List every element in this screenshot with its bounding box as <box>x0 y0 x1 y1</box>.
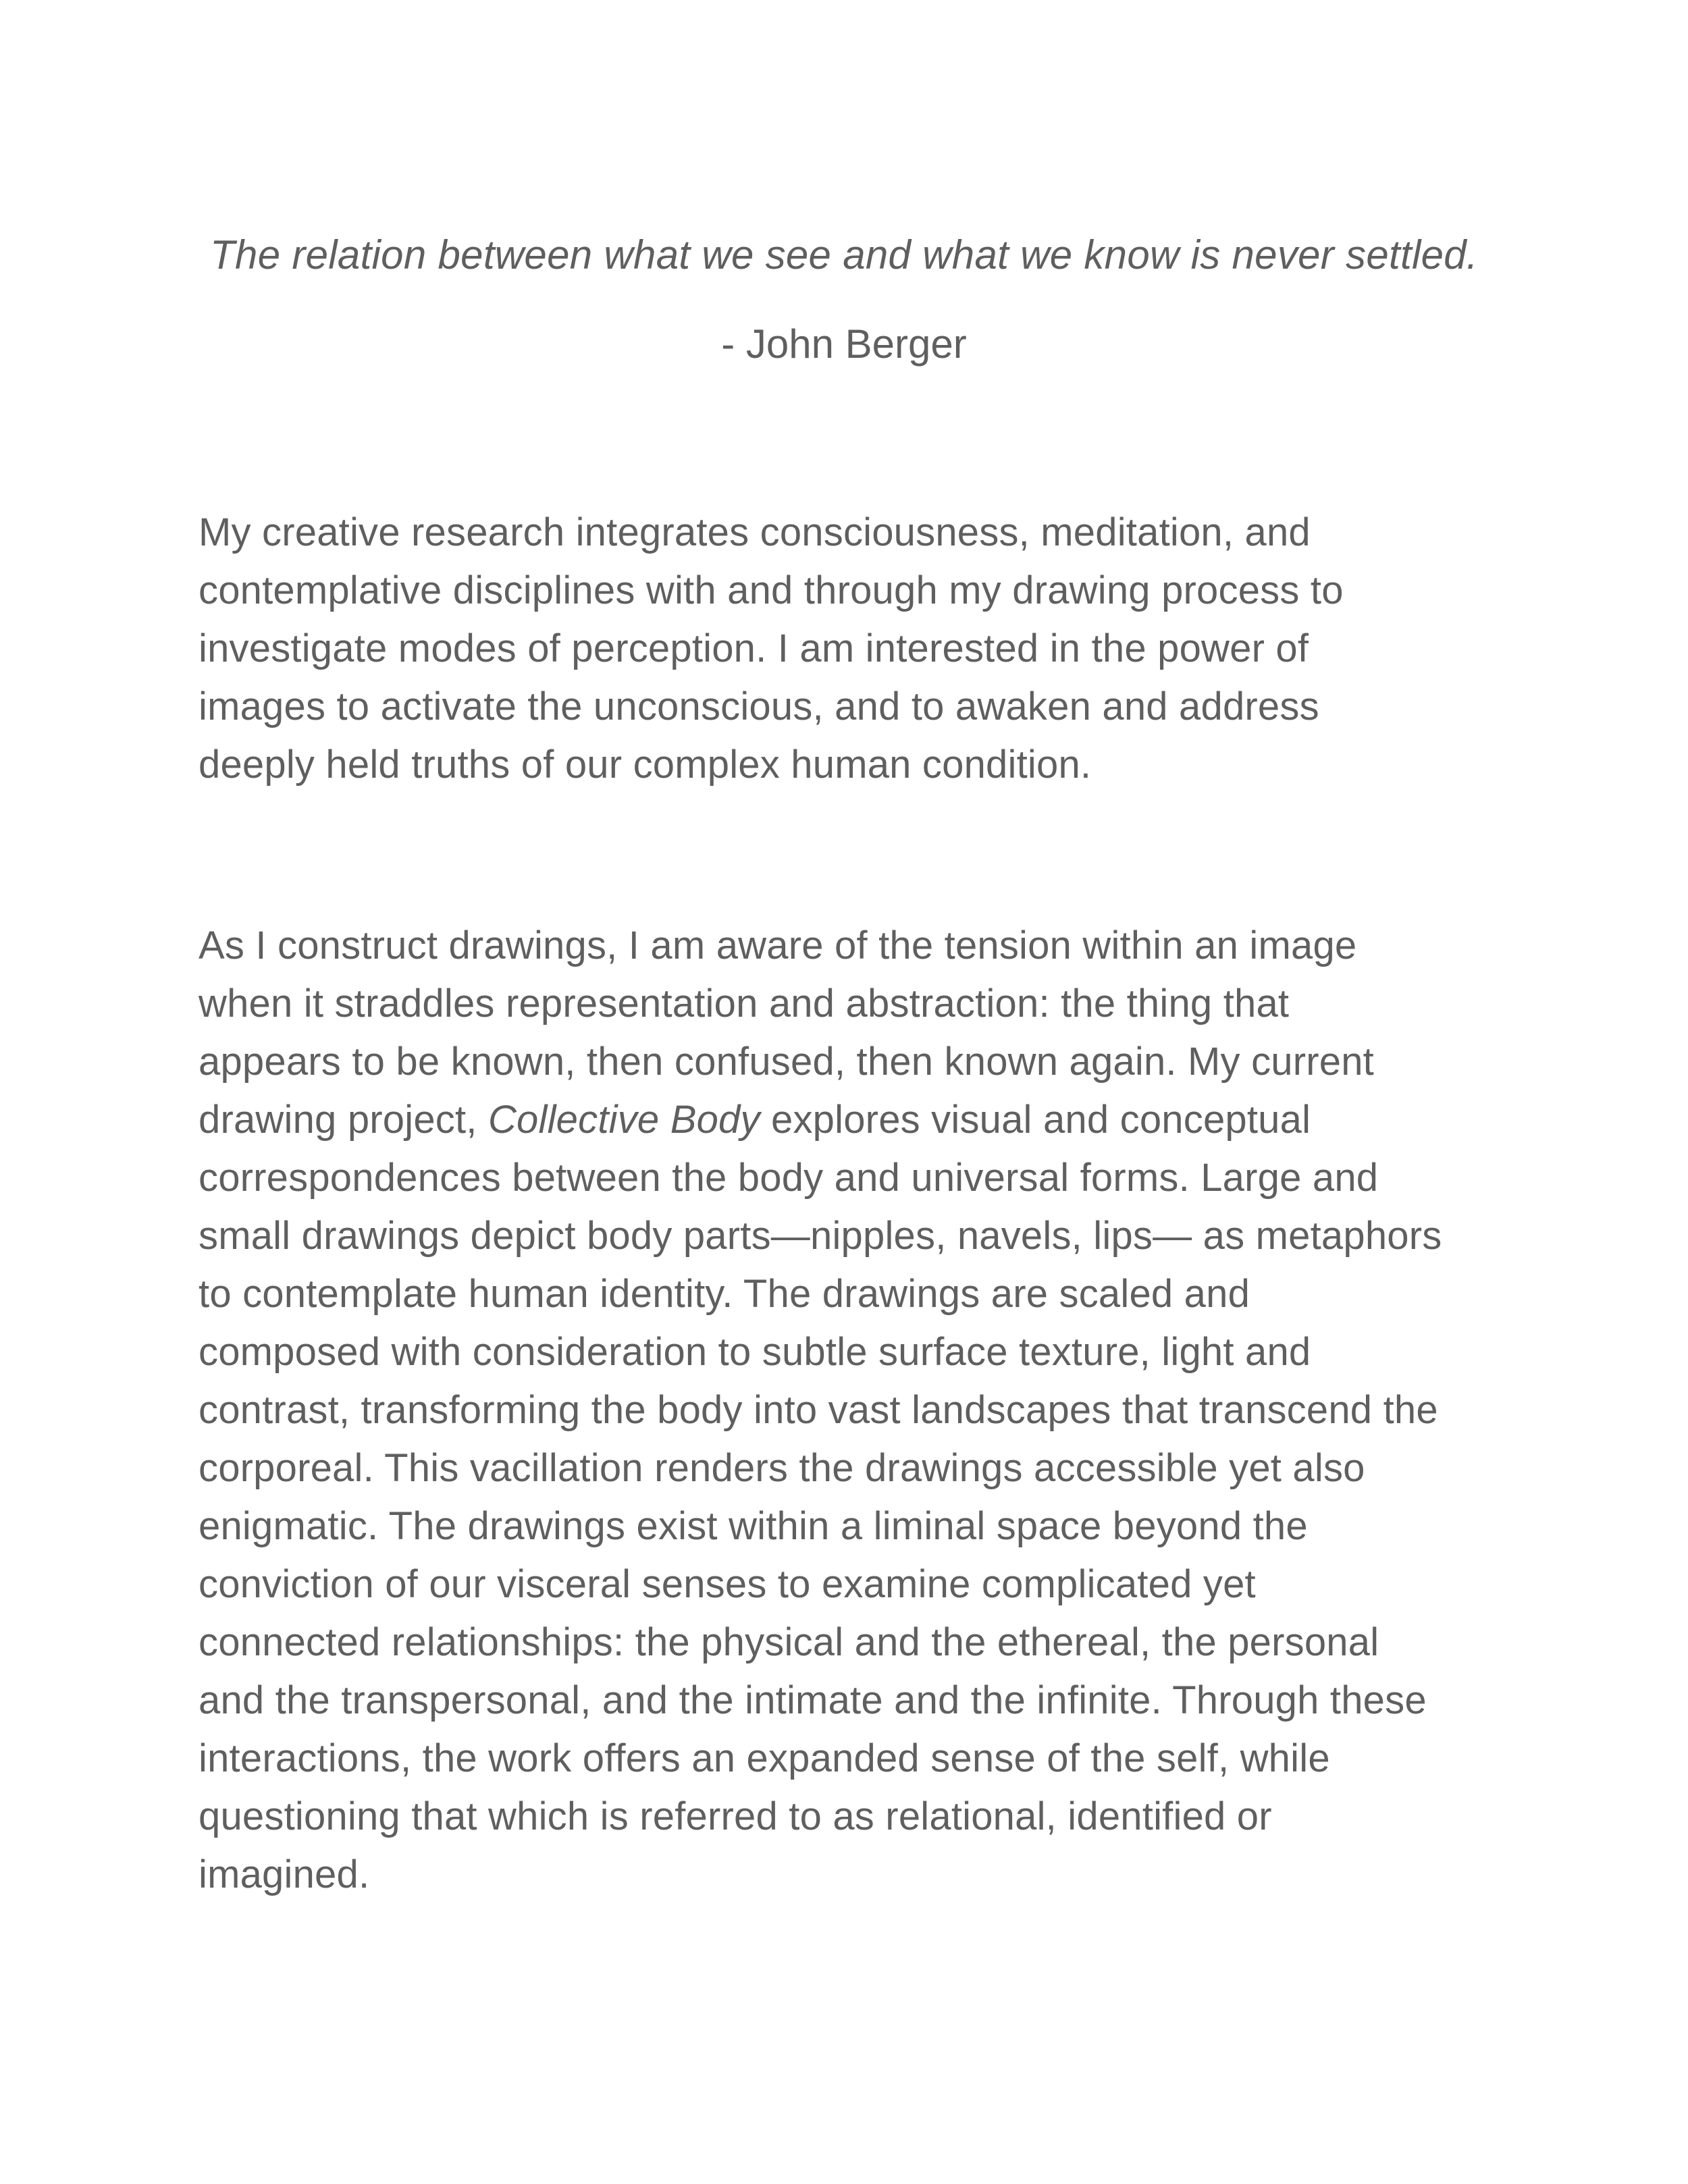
paragraph-line: small drawings depict body parts—nipples, navels, lips— as metaphors <box>199 1214 1442 1258</box>
paragraph-line: contemplative disciplines with and through my drawing process to <box>199 568 1344 612</box>
paragraph-line: conviction of our visceral senses to examine complicated yet <box>199 1562 1256 1606</box>
paragraph-line: images to activate the unconscious, and to awaken and address <box>199 685 1319 728</box>
paragraph-line: enigmatic. The drawings exist within a liminal space beyond the <box>199 1504 1308 1548</box>
paragraph-line: questioning that which is referred to as relational, identified or <box>199 1794 1272 1838</box>
paragraph-line: My creative research integrates consciousness, meditation, and <box>199 510 1311 554</box>
line-text-before-title: drawing project, <box>199 1098 488 1142</box>
paragraph-line: composed with consideration to subtle surface texture, light and <box>199 1330 1311 1374</box>
paragraph-line: connected relationships: the physical and the ethereal, the personal <box>199 1620 1379 1664</box>
paragraph-line: As I construct drawings, I am aware of the tension within an image <box>199 924 1357 967</box>
paragraph-line: interactions, the work offers an expanded sense of the self, while <box>199 1736 1330 1780</box>
paragraph-line: appears to be known, then confused, then known again. My current <box>199 1040 1374 1084</box>
epigraph-attribution: - John Berger <box>721 321 967 367</box>
project-title: Collective Body <box>487 1098 760 1142</box>
paragraph-line: investigate modes of perception. I am interested in the power of <box>199 627 1309 670</box>
paragraph-line: corporeal. This vacillation renders the drawings accessible yet also <box>199 1446 1365 1490</box>
paragraph-line: and the transpersonal, and the intimate and the infinite. Through these <box>199 1678 1427 1722</box>
statement-paragraph-2 <box>199 917 1495 1904</box>
paragraph-line: contrast, transforming the body into vast landscapes that transcend the <box>199 1388 1438 1432</box>
epigraph-quote: The relation between what we see and what we know is never settled. <box>210 232 1478 277</box>
paragraph-line: correspondences between the body and universal forms. Large and <box>199 1156 1379 1200</box>
statement-paragraph-1 <box>199 504 1495 794</box>
paragraph-line-with-title <box>199 1091 1495 1149</box>
paragraph-line: deeply held truths of our complex human condition. <box>199 743 1092 787</box>
paragraph-line: to contemplate human identity. The drawings are scaled and <box>199 1272 1250 1316</box>
paragraph-line: imagined. <box>199 1853 370 1896</box>
line-text-after-title: explores visual and conceptual <box>760 1098 1311 1142</box>
paragraph-line: when it straddles representation and abstraction: the thing that <box>199 982 1290 1026</box>
